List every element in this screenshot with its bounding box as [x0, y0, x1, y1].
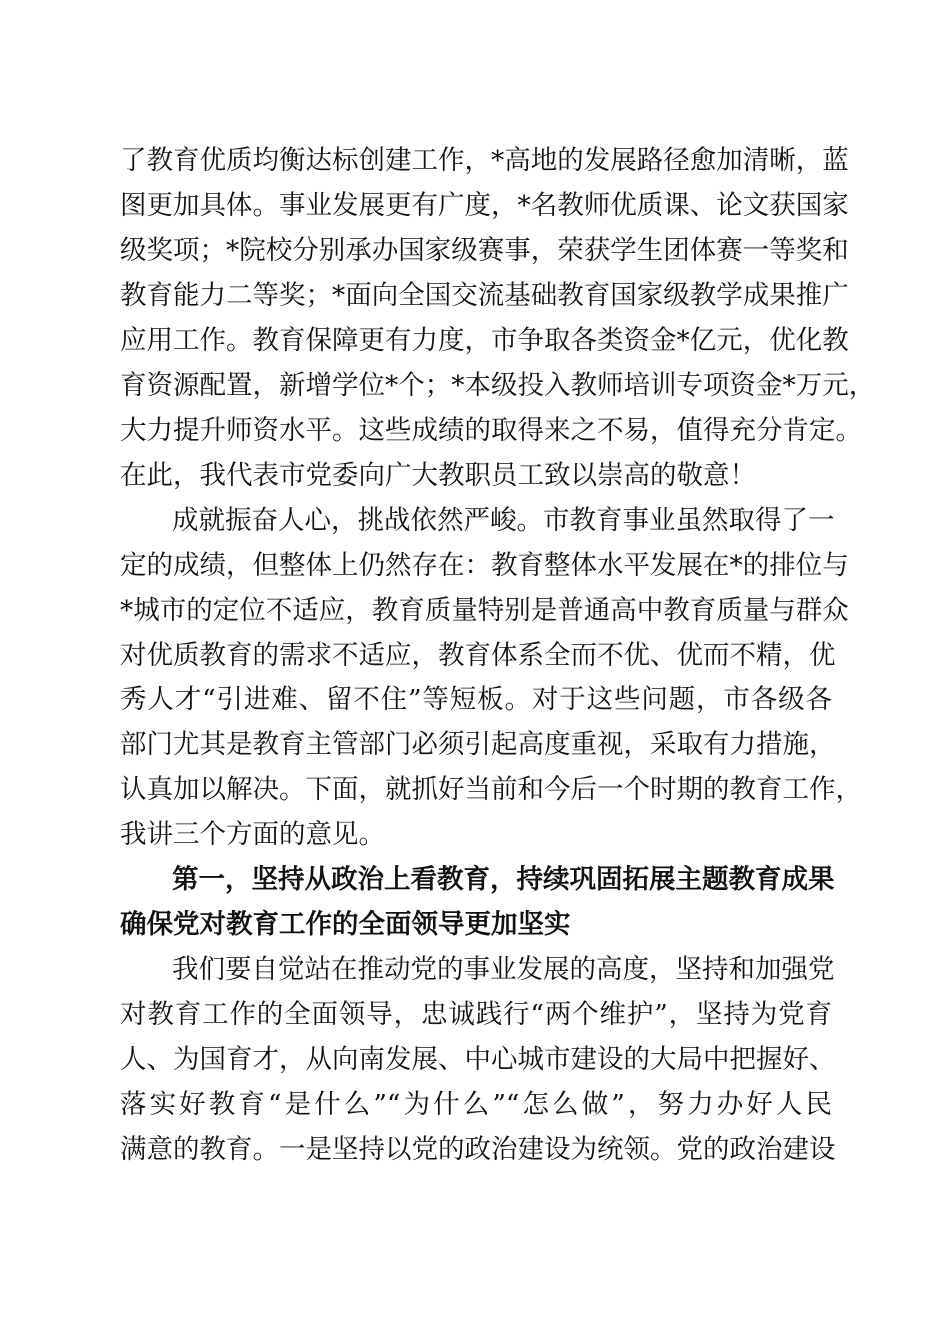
body-line: 我讲三个方面的意见。	[120, 819, 385, 850]
body-line: 应用工作。教育保障更有力度，市争取各类资金*亿元，优化教	[120, 325, 849, 356]
body-line: 满意的教育。一是坚持以党的政治建设为统领。党的政治建设	[120, 1134, 836, 1165]
body-line: 部门尤其是教育主管部门必须引起高度重视，采取有力措施，	[120, 729, 836, 760]
section-heading: 确保党对教育工作的全面领导更加坚实	[120, 909, 571, 940]
body-line: 在此，我代表市党委向广大教职员工致以崇高的敬意！	[120, 460, 756, 491]
body-line: 了教育优质均衡达标创建工作，*高地的发展路径愈加清晰，蓝	[120, 145, 849, 176]
body-line: 落实好教育“是什么”“为什么”“怎么做”，努力办好人民	[120, 1089, 832, 1120]
body-line: 我们要自觉站在推动党的事业发展的高度，坚持和加强党	[172, 954, 835, 985]
body-line: *城市的定位不适应，教育质量特别是普通高中教育质量与群众	[120, 595, 849, 626]
body-line: 大力提升师资水平。这些成绩的取得来之不易，值得充分肯定。	[120, 415, 862, 446]
body-line: 成就振奋人心，挑战依然严峻。市教育事业虽然取得了一	[172, 505, 835, 536]
section-heading: 第一，坚持从政治上看教育，持续巩固拓展主题教育成果	[172, 864, 835, 895]
body-line: 图更加具体。事业发展更有广度，*名教师优质课、论文获国家	[120, 190, 849, 221]
body-line: 人、为国育才，从向南发展、中心城市建设的大局中把握好、	[120, 1044, 836, 1075]
body-line: 对优质教育的需求不适应，教育体系全而不优、优而不精，优	[120, 640, 836, 671]
body-line: 秀人才“引进难、留不住”等短板。对于这些问题，市各级各	[120, 684, 832, 715]
body-line: 教育能力二等奖；*面向全国交流基础教育国家级教学成果推广	[120, 280, 849, 311]
body-line: 育资源配置，新增学位*个；*本级投入教师培训专项资金*万元，	[120, 370, 876, 401]
body-line: 对教育工作的全面领导，忠诚践行“两个维护”，坚持为党育	[120, 999, 832, 1030]
body-line: 认真加以解决。下面，就抓好当前和今后一个时期的教育工作，	[120, 774, 862, 805]
body-line: 级奖项；*院校分别承办国家级赛事，荣获学生团体赛一等奖和	[120, 235, 849, 266]
body-line: 定的成绩，但整体上仍然存在：教育整体水平发展在*的排位与	[120, 550, 849, 581]
